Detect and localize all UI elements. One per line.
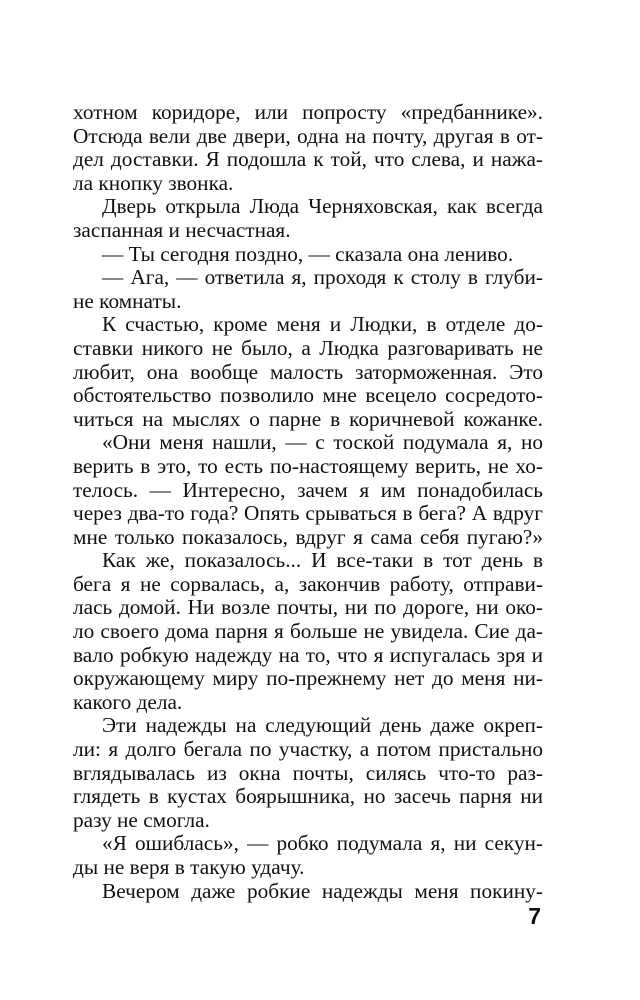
text-line: мне только показалось, вдруг я сама себя пугаю?»: [73, 524, 543, 549]
text-line: какого дела.: [73, 689, 183, 714]
text-line: ла кнопку звонка.: [73, 170, 234, 195]
text-line: телось. — Интересно, зачем я им понадобилась: [73, 477, 543, 502]
text-line: ставки никого не было, а Людка разговаривать не: [73, 335, 543, 360]
text-line: дел доставки. Я подошла к той, что слева, и нажа-: [73, 147, 543, 172]
text-line: хотном коридоре, или попросту «предбаннике».: [73, 100, 543, 124]
text-line: обстоятельство позволило мне всецело сосредото-: [73, 383, 543, 408]
text-line: ло своего дома парня я больше не увидела. Сие да-: [73, 619, 543, 644]
text-line: не комнаты.: [73, 288, 182, 313]
text-line: окружающему миру по-прежнему нет до меня ни-: [73, 666, 543, 691]
text-line: вало робкую надежду на то, что я испугалась зря и: [73, 642, 543, 667]
text-line: заспанная и несчастная.: [73, 217, 291, 242]
book-page-text: [73, 101, 543, 903]
text-line: «Они меня нашли, — с тоской подумала я, но: [102, 430, 543, 455]
text-line: Вечером даже робкие надежды меня покину-: [102, 878, 543, 903]
text-line: Дверь открыла Люда Черняховская, как всегда: [102, 194, 543, 219]
text-line: через два-то года? Опять срываться в бега? А вдруг: [73, 501, 543, 526]
text-line: бега я не сорвалась, а, закончив работу, отправи-: [73, 571, 543, 596]
text-line: вглядывалась из окна почты, силясь что-то раз-: [73, 760, 543, 785]
text-line: К счастью, кроме меня и Людки, в отделе до-: [102, 312, 543, 337]
text-line: — Ага, — ответила я, проходя к столу в глуби-: [102, 265, 543, 290]
text-line: Эти надежды на следующий день даже окреп-: [102, 713, 543, 738]
text-line: «Я ошиблась», — робко подумала я, ни секун-: [102, 831, 543, 856]
text-line: разу не смогла.: [73, 807, 210, 832]
text-line: глядеть в кустах боярышника, но засечь парня ни: [73, 784, 543, 809]
text-line: лась домой. Ни возле почты, ни по дороге, ни око-: [73, 595, 543, 620]
text-line: Отсюда вели две двери, одна на почту, другая в от-: [73, 123, 543, 148]
text-line: любит, она вообще малость заторможенная. Это: [73, 359, 543, 384]
text-line: ли: я долго бегала по участку, а потом пристально: [73, 737, 543, 762]
text-line: — Ты сегодня поздно, — сказала она лениво.: [102, 241, 514, 266]
text-line: читься на мыслях о парне в коричневой кожанке.: [73, 406, 543, 431]
page-number: 7: [528, 903, 541, 929]
text-line: ды не веря в такую удачу.: [73, 855, 305, 879]
text-line: Как же, показалось... И все-таки в тот день в: [102, 548, 543, 573]
text-line: верить в это, то есть по-настоящему верить, не хо-: [73, 453, 543, 478]
